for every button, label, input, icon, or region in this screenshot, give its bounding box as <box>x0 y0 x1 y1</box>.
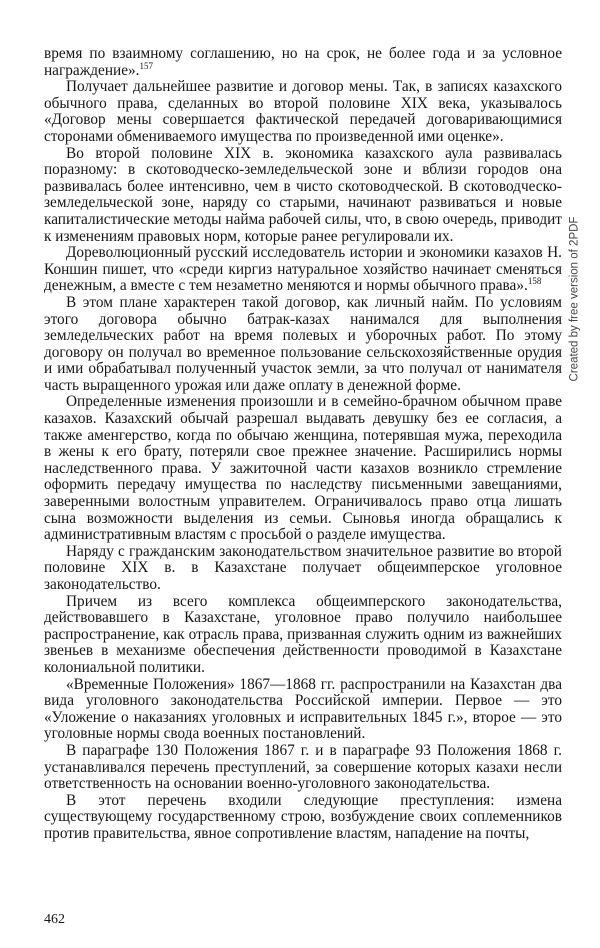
paragraph-text: В этот перечень входили следующие преступления: измена существующему государственному строю, возбуждение своих соплеменников против правительства, явное сопротивление властям, нападение на почты, <box>44 791 562 842</box>
paragraph-text: Получает дальнейшее развитие и договор мены. Так, в записях казахского обычного права, сделанных во второй половине XIX века, указывалось «Договор мены совершается фактической передачей договаривающимися сторонами обмениваемого имущества по произведенной ими оценке». <box>44 78 562 145</box>
paragraph-7 <box>44 544 562 594</box>
paragraph-6 <box>44 394 562 543</box>
paragraph-text: Наряду с гражданским законодательством значительное развитие во второй половине XIX в. в Казахстане получает общеимперское уголовное законодательство. <box>44 542 562 593</box>
paragraph-2 <box>44 79 562 145</box>
paragraph-9 <box>44 677 562 743</box>
paragraph-3 <box>44 146 562 246</box>
paragraph-text: Дореволюционный русский исследователь истории и экономики казахов Н. Коншин пишет, что «среди киргиз натуральное хозяйство начинает сменяться денежным, а вместе с тем незаметно меняются и нормы обычного права». <box>44 244 562 295</box>
paragraph-10 <box>44 743 562 793</box>
paragraph-text: время по взаимному соглашению, но на срок, не более года и за условное награждение». <box>44 45 562 79</box>
paragraph-text: В параграфе 130 Положения 1867 г. и в параграфе 93 Положения 1868 г. устанавливался перечень преступлений, за совершение которых казахи несли ответственность на основании военно-уголовного законодательства. <box>44 741 562 793</box>
paragraph-5 <box>44 295 562 395</box>
page-number: 462 <box>44 912 65 927</box>
paragraph-8 <box>44 594 562 677</box>
page-body <box>44 46 562 843</box>
paragraph-text: Определенные изменения произошли и в семейно-брачном обычном праве казахов. Казахский обычай разрешал выдавать девушку без ее согласия, а также аменгерство, когда по обычаю женщина, потерявшая мужа, переходила в жены к его брату, потеряли свое прежнее значение. Расширились нормы наследственного права. У зажиточной части казахов возникло стремление оформить передачу имущества по наследству письменными завещаниями, заверенными волостным управителем. Ограничивалось право отца лишать сына возможности выделения из семьи. Сыновья иногда обращались к административным властям с просьбой о разделе имущества. <box>44 393 562 544</box>
paragraph-1 <box>44 46 562 79</box>
paragraph-text: Во второй половине XIX в. экономика казахского аула развивалась поразному: в скотоводческо-земледельческой зоне и вблизи городов она развивалась более интенсивно, чем в чисто скотоводческой. В скотоводческо-земледельческой зоне, наряду со старыми, начинают развиваться и новые капиталистические методы найма рабочей силы, что, в свою очередь, приводит к изменениям правовых норм, которые ранее регулировали их. <box>44 144 562 245</box>
paragraph-4 <box>44 245 562 295</box>
paragraph-text: Причем из всего комплекса общеимперского законодательства, действовавшего в Казахстане, уголовное право получило наибольшее распространение, как отрасль права, призванная служить одним из важнейших звеньев в механизме обеспечения действенности проводимой в Казахстане колониальной политики. <box>44 592 562 676</box>
paragraph-text: В этом плане характерен такой договор, как личный найм. По условиям этого договора обычно батрак-казах нанимался для выполнения земледельческих работ на время полевых и уборочных работ. По этому договору он получал во временное пользование сельскохозяйственные орудия и ими обрабатывал полученный участок земли, за что получал от нанимателя часть выращенного урожая или даже оплату в денежной форме. <box>44 293 562 394</box>
watermark-text: Created by free version of 2PDF <box>568 216 581 382</box>
watermark <box>566 183 582 415</box>
paragraph-text: «Временные Положения» 1867—1868 гг. распространили на Казахстан два вида уголовного законодательства Российской империи. Первое — это «Уложение о наказаниях уголовных и исправительных 1845 г.», второе — это уголовные нормы свода военных постановлений. <box>44 675 562 743</box>
footnote-ref-158[interactable]: 158 <box>527 276 542 287</box>
footnote-ref-157[interactable]: 157 <box>139 60 153 71</box>
paragraph-11 <box>44 793 562 843</box>
